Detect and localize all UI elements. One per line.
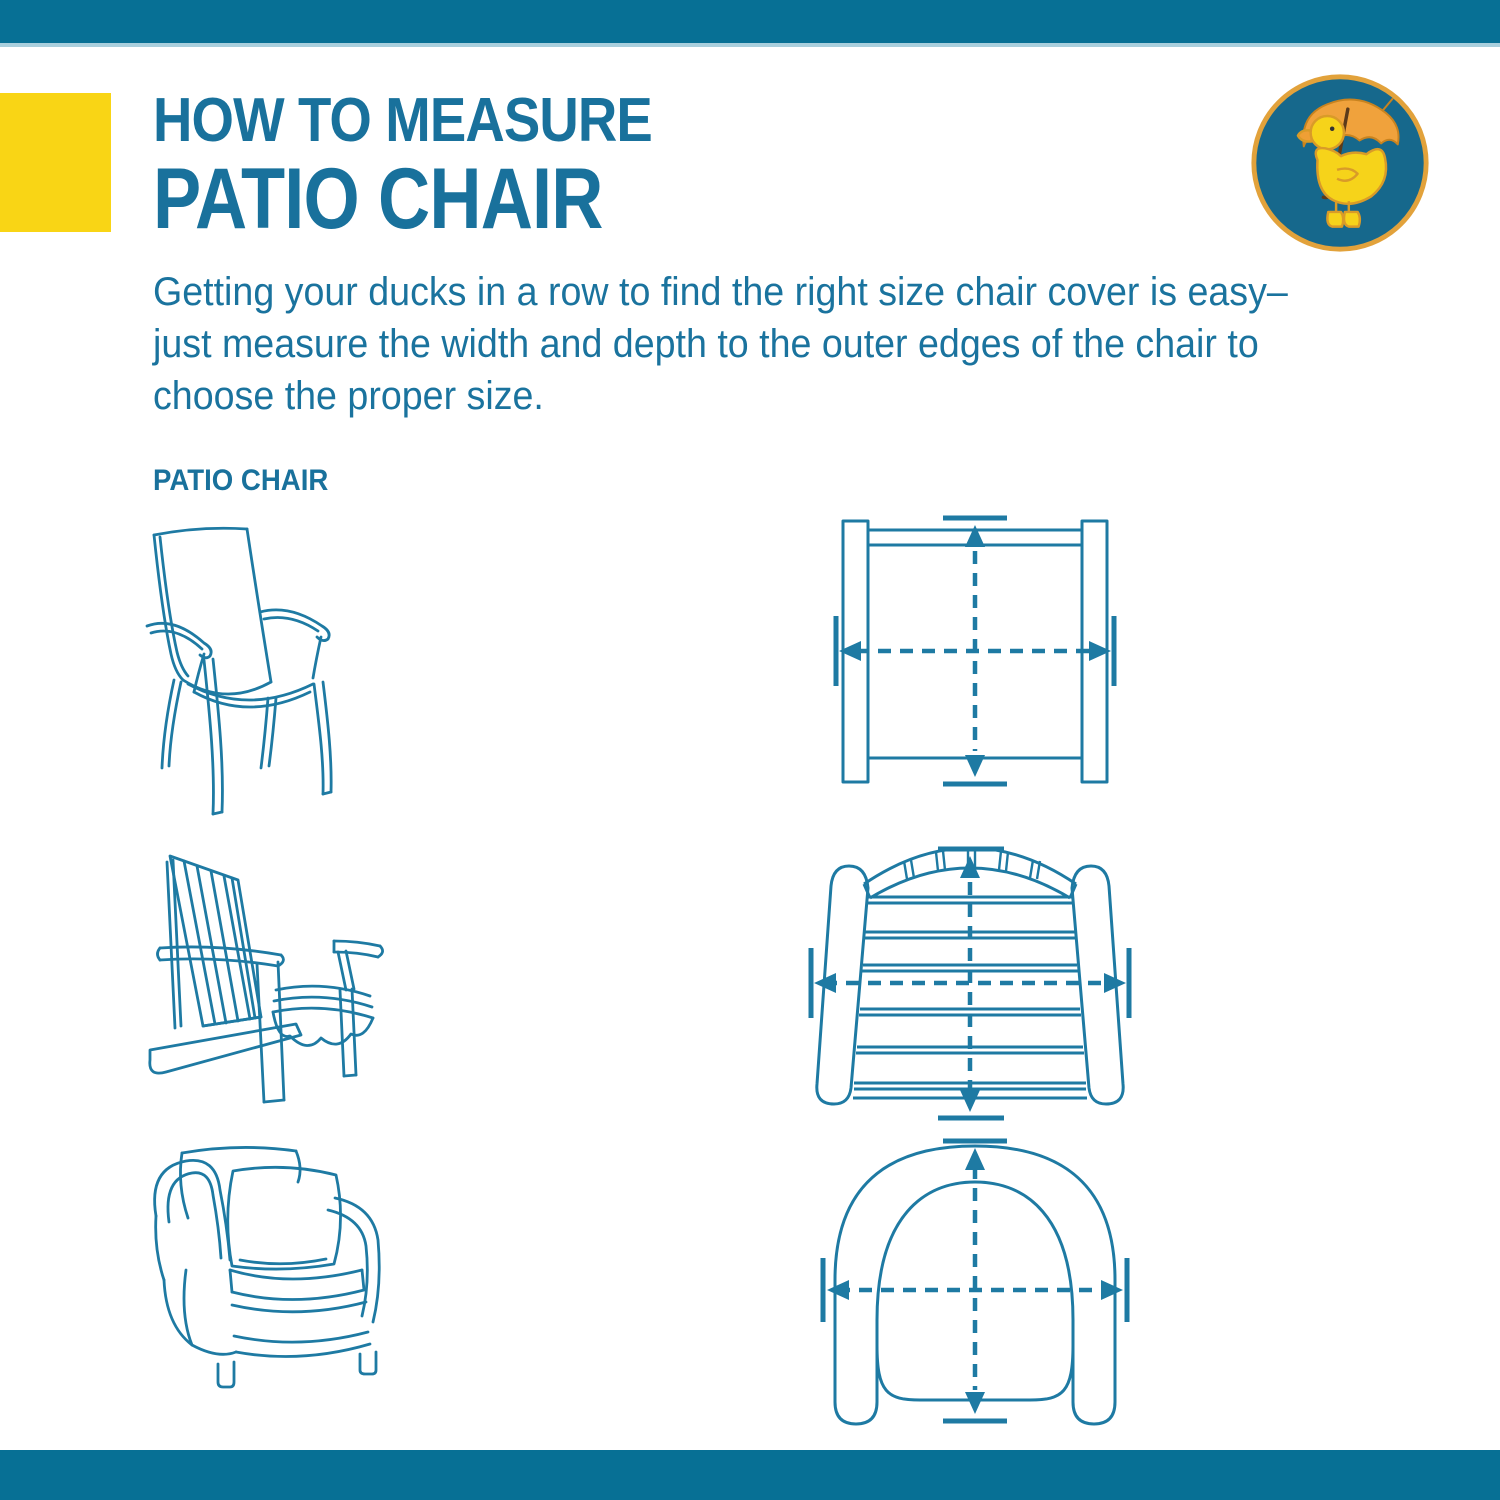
top-border-bar xyxy=(0,0,1500,47)
patio-chair-top-view-measure-diagram xyxy=(830,505,1120,795)
duck-covers-logo xyxy=(1247,70,1433,256)
adirondack-back-view-measure-diagram xyxy=(790,840,1150,1130)
intro-line-2: just measure the width and depth to the outer edges of the chair to xyxy=(153,322,1259,366)
adirondack-chair-illustration xyxy=(118,840,458,1130)
page-title-line2: PATIO CHAIR xyxy=(153,151,603,247)
intro-line-3: choose the proper size. xyxy=(153,374,544,418)
sling-patio-chair-illustration xyxy=(118,502,418,832)
wicker-chair-illustration xyxy=(130,1140,430,1445)
duck-with-umbrella-icon xyxy=(1247,70,1433,256)
section-label-patio-chair: PATIO CHAIR xyxy=(153,464,329,497)
bottom-border-bar xyxy=(0,1450,1500,1500)
rounded-chair-top-view-measure-diagram xyxy=(815,1130,1145,1450)
intro-paragraph xyxy=(153,266,1360,422)
intro-line-1: Getting your ducks in a row to find the right size chair cover is easy– xyxy=(153,270,1288,314)
page-title-line1: HOW TO MEASURE xyxy=(153,86,652,155)
yellow-accent-square xyxy=(0,93,111,232)
